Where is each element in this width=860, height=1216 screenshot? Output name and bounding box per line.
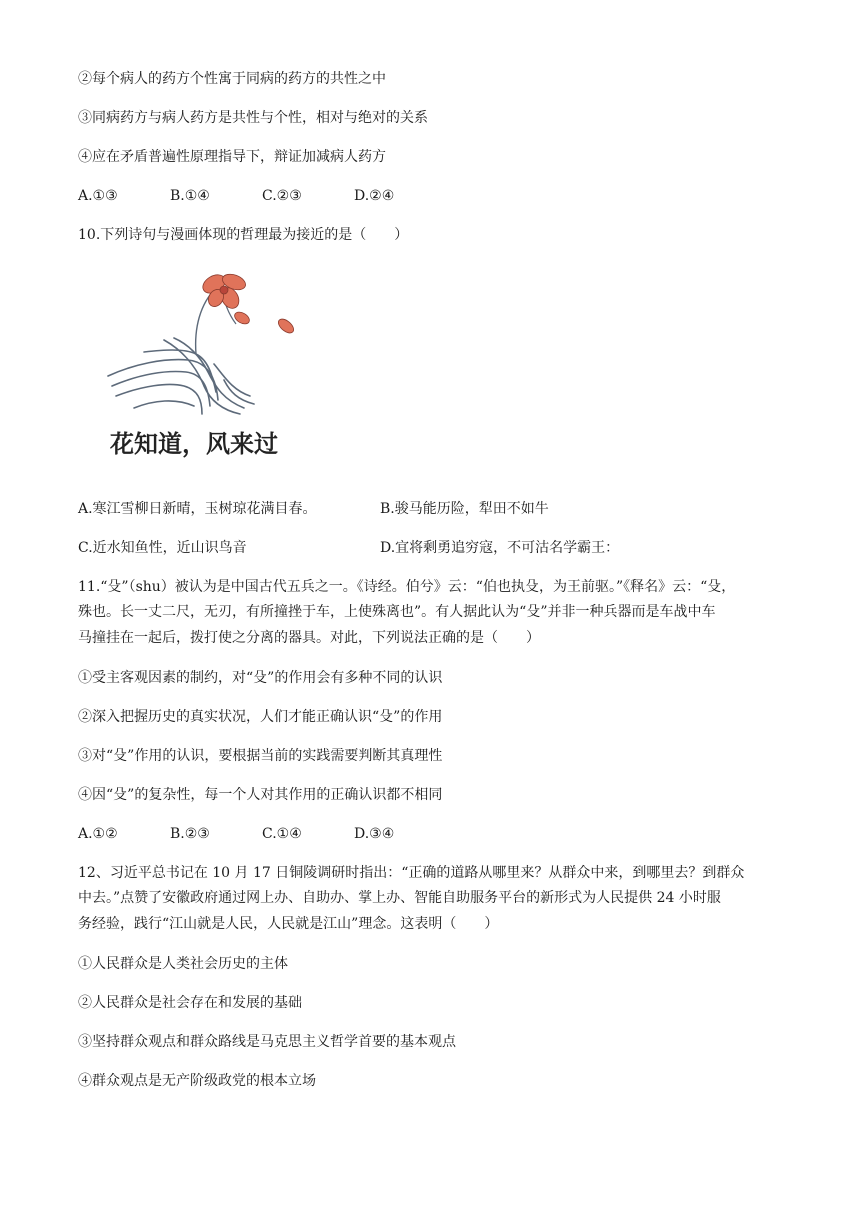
q11-option-d: D.③④ [354, 826, 395, 842]
q11-stem-line-3: 马撞挂在一起后，拨打使之分离的器具。对此，下列说法正确的是（ ） [78, 630, 540, 646]
q9-option-a: A.①③ [78, 188, 118, 204]
q9-item-3: ③同病药方与病人药方是共性与个性，相对与绝对的关系 [78, 110, 428, 126]
q10-stem: 10.下列诗句与漫画体现的哲理最为接近的是（ ） [78, 227, 409, 243]
q12-stem-line-1: 12、习近平总书记在 10 月 17 日铜陵调研时指出：“正确的道路从哪里来？从群众中来，到哪里去？到群众 [78, 865, 745, 881]
q11-stem-line-2: 殊也。长一丈二尺，无刃，有所撞挫于车，上使殊离也”。有人据此认为“殳”并非一种兵器而是车战中车 [78, 604, 716, 620]
cartoon-caption: 花知道，风来过 [110, 430, 278, 458]
q11-item-4: ④因“殳”的复杂性，每一个人对其作用的正确认识都不相同 [78, 787, 443, 803]
q12-stem-line-2: 中去。”点赞了安徽政府通过网上办、自助办、掌上办、智能自助服务平台的新形式为人民提供 24 小时服 [78, 890, 721, 906]
q10-option-a: A.寒江雪柳日新晴，玉树琼花满目春。 [78, 501, 317, 517]
q11-options [78, 825, 446, 843]
flower-drawing [104, 268, 316, 464]
q11-stem-line-1: 11.“殳”（shu）被认为是中国古代五兵之一。《诗经。伯兮》云：“伯也执殳，为王前驱。”《释名》云：“殳， [78, 579, 736, 595]
q11-option-b: B.②③ [170, 826, 210, 842]
q11-item-1: ①受主客观因素的制约，对“殳”的作用会有多种不同的认识 [78, 670, 443, 686]
q11-item-3: ③对“殳”作用的认识，要根据当前的实践需要判断其真理性 [78, 748, 443, 764]
q9-options [78, 187, 446, 205]
q12-stem-line-3: 务经验，践行“江山就是人民，人民就是江山”理念。这表明（ ） [78, 916, 499, 932]
q9-option-d: D.②④ [354, 188, 395, 204]
q11-option-c: C.①④ [262, 826, 302, 842]
q10-option-c: C.近水知鱼性，近山识鸟音 [78, 540, 247, 556]
q12-item-4: ④群众观点是无产阶级政党的根本立场 [78, 1073, 316, 1089]
q9-item-4: ④应在矛盾普遍性原理指导下，辩证加减病人药方 [78, 149, 386, 165]
q11-option-a: A.①② [78, 826, 118, 842]
q12-item-3: ③坚持群众观点和群众路线是马克思主义哲学首要的基本观点 [78, 1034, 456, 1050]
q12-item-1: ①人民群众是人类社会历史的主体 [78, 956, 288, 972]
q11-item-2: ②深入把握历史的真实状况，人们才能正确认识“殳”的作用 [78, 709, 443, 725]
q12-item-2: ②人民群众是社会存在和发展的基础 [78, 995, 302, 1011]
q10-option-b: B.骏马能历险，犁田不如牛 [380, 501, 549, 517]
flower-cartoon [104, 268, 316, 464]
q10-option-d: D.宜将剩勇追穷寇，不可沽名学霸王： [380, 540, 620, 556]
q9-option-c: C.②③ [262, 188, 302, 204]
q9-option-b: B.①④ [170, 188, 210, 204]
q9-item-2: ②每个病人的药方个性寓于同病的药方的共性之中 [78, 71, 386, 87]
